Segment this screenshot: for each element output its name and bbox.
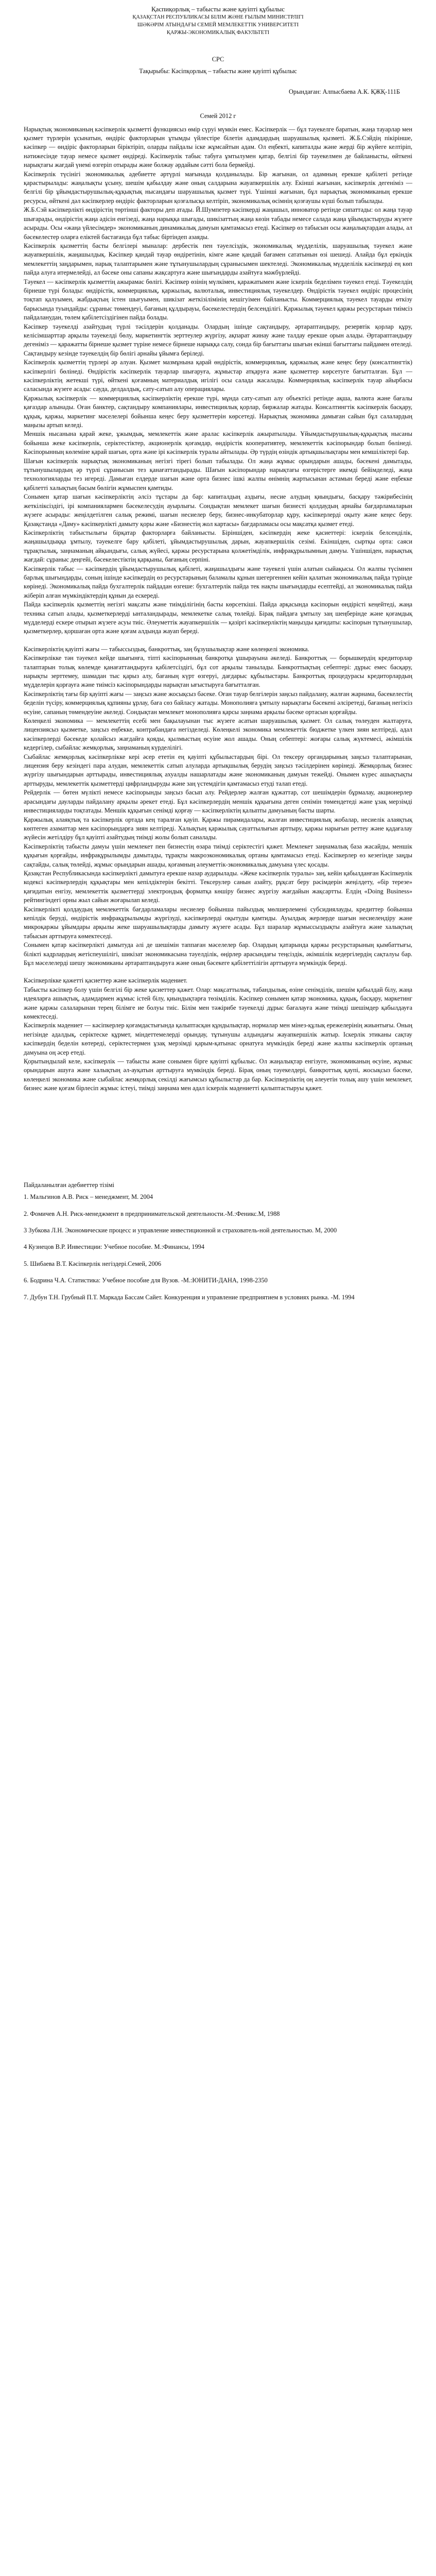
topic-line xyxy=(24,67,412,76)
body-paragraph: Кәсіпкерліктің табыстылығы бірқатар факторларға байланысты. Біріншіден, кәсіпкердің жеке қасиеттері: іскерлік белсенділік, жаңашылдыққа ұмтылу, тәуекелге бару қабілеті, ұйымдастырушылық дарын, жауапкершілік сезімі. Екіншіден, сыртқы орта: саяси тұрақтылық, заңнаманың айқындығы, салық жүйесі, қаржы ресурстарына қолжетімділік, инфрақұрылымның дамуы. Үшіншіден, нарықтық жағдай: сұраныс деңгейі, бәсекелестіктің қарқыны, бағаның серпіні. xyxy=(24,529,412,564)
university-line: ШӘКӘРІМ АТЫНДАҒЫ СЕМЕЙ МЕМЛЕКЕТТІК УНИВЕРСИТЕТІ xyxy=(137,22,299,28)
body-paragraph: Сыбайлас жемқорлық кәсіпкерлікке кері әсер ететін ең қауіпті құбылыстардың бірі. Ол тексеру органдарының заңсыз талаптарынан, лицензия беру кезіндегі пара алудан, мемлекеттік сатып алуларда артықшылық берудің заңсыз тәсілдерінен көрінеді. Жемқорлық бизнес жүргізу шығындарын арттырады, инвестициялық ахуалды нашарлатады және экономиканың дамуын тежейді. Онымен күрес ашықтықты арттыруды, мемлекеттік қызметтерді цифрландыруды және заң үстемдігін қамтамасыз етуді талап етеді. xyxy=(24,753,412,787)
body-paragraph: Сонымен қатар шағын кәсіпкерліктің әлсіз тұстары да бар: капиталдың аздығы, несие алудың қиындығы, басқару тәжірибесінің жеткіліксіздігі, ірі компаниялармен бәсекелесудің ауырлығы. Сондықтан мемлекет шағын бизнесті қолдаудың арнайы бағдарламаларын жүзеге асырады: жеңілдетілген салық режимі, шағын несиелер беру, бизнес-инкубаторлар құру, кәсіпкерлерді оқыту және кеңес беру. Қазақстанда «Даму» кәсіпкерлікті дамыту қоры және «Бизнестің жол картасы» бағдарламасы осы мақсатқа қызмет етеді. xyxy=(24,493,412,528)
body-paragraph: Меншік нысанына қарай жеке, ұжымдық, мемлекеттік және аралас кәсіпкерлік ажыратылады. Ұйымдастырушылық-құқықтық нысаны бойынша жеке кәсіпкерлік, серіктестіктер, акционерлік қоғамдар, өндірістік кооперативтер, мемлекеттік кәсіпорындар болып бөлінеді. Кәсіпорынның көлеміне қарай шағын, орта және ірі кәсіпкерлік туралы айтылады. Әр түрдің өзіндік артықшылықтары мен кемшіліктері бар. xyxy=(24,430,412,456)
body-paragraph: Қазақстан Республикасында кәсіпкерлікті дамытуға ерекше назар аударылады. «Жеке кәсіпкерлік туралы» заң, кейін қабылданған Кәсіпкерлік кодексі кәсіпкерлердің құқықтары мен кепілдіктерін бекітті. Тексерулер санын азайту, рұқсат беру рәсімдерін жеңілдету, «бір терезе» қағидатын енгізу, мемлекеттік қызметтерді электрондық форматқа көшіру бизнес жүргізу жағдайын жақсартты. Елдің «Doing Business» рейтингіндегі орны жыл сайын жоғарылап келеді. xyxy=(24,869,412,904)
reference-item: 6. Бодрина Ч.А. Статистика: Учебное пособие для Вузов. -М.:ЮНИТИ-ДАНА, 1998-2350 xyxy=(24,1277,268,1284)
body-paragraph: Кәсіпкерлік мәдениет — кәсіпкерлер қоғамдастығында қалыптасқан құндылықтар, нормалар мен мінез-құлық ережелерінің жиынтығы. Оның негізінде адалдық, серіктеске құрмет, міндеттемелерді орындау, тұтынушы алдындағы жауапкершілік жатыр. Іскерлік этиканы сақтау кәсіпкердің беделін көтереді, серіктестермен ұзақ мерзімді қарым-қатынас орнатуға мүмкіндік береді және жалпы кәсіпкерлік ортаның дамуына оң әсер етеді. xyxy=(24,1022,412,1056)
body-paragraph: Кәсіпкерліктің табысты дамуы үшін мемлекет пен бизнестің өзара тиімді серіктестігі қажет. Мемлекет заңнамалық база жасайды, меншік құқығын қорғайды, инфрақұрылымды дамытады, тұрақты макроэкономикалық ортаны қамтамасыз етеді. Кәсіпкерлер өз кезегінде заңды сақтайды, салық төлейді, жұмыс орындарын ашады, қоғамның әлеуметтік-экономикалық дамуына үлес қосады. xyxy=(24,842,412,868)
section-heading-paragraph: Кәсіпкерлікке қажетті қасиеттер және кәсіпкерлік мәдениет. xyxy=(24,977,187,985)
body-paragraph: Табысты кәсіпкер болу үшін белгілі бір жеке қасиеттер қажет. Олар: мақсаттылық, табандылық, өзіне сенімділік, шешім қабылдай білу, жаңа идеяларға ашықтық, адамдармен жұмыс істей білу, қиындықтарға төзімділік. Кәсіпкер сонымен қатар экономика, құқық, басқару, маркетинг және қаржы салаларынан терең білімге ие болуы тиіс. Білім мен тәжірибе тәуекелді дұрыс бағалауға және тиімді шешімдер қабылдауға көмектеседі. xyxy=(24,986,412,1021)
document-title: Қаспиқорлық – табысты және қауіпті құбылыс xyxy=(151,5,285,13)
body-paragraph: Кәсіпкерлік түсінігі экономикалық әдебиетте әртүрлі мағынада қолданылады. Бір жағынан, ол адамның ерекше қабілеті ретінде қарастырылады: жаңалықты ұсыну, шешім қабылдау және оның салдарына жауапкершілік алу. Екінші жағынан, кәсіпкерлік дегеніміз — белгілі бір ұйымдастырушылық-құқықтық нысандағы шаруашылық қызмет түрі. Үшінші жағынан, бұл нарықтық экономиканың ерекше ресурсы, өйткені дәл кәсіпкерлер өндіріс факторларын қозғалысқа келтіріп, экономикалық өсімнің қозғаушы күші болып табылады. xyxy=(24,170,412,205)
references-list xyxy=(24,1193,412,1302)
reference-item: 3 Зубкова Л.Н. Экономические процесс и управление инвестиционной и страхователь-ной деятельностью. М, 2000 xyxy=(24,1226,337,1234)
date-line: Семей 2012 г xyxy=(200,112,236,120)
reference-item: 5. Шибаева В.Т. Кәсіпкерлік негіздері.Семей, 2006 xyxy=(24,1260,162,1267)
body-paragraph: Пайда кәсіпкерлік қызметтің негізгі мақсаты және тиімділігінің басты көрсеткіші. Пайда арқасында кәсіпорын өндірісті кеңейтеді, жаңа техника сатып алады, қызметкерлерді ынталандырады, мемлекетке салық төлейді. Бірақ пайдаға ұмтылу заң шеңберінде және қоғамдық мүдделерді ескере отырып жүзеге асуы тиіс. Әлеуметтік жауапкершілік — қазіргі кәсіпкерліктің маңызды қағидаты: кәсіпорын тұтынушылар, қызметкерлер, қоршаған орта және қоғам алдында жауап береді. xyxy=(24,601,412,635)
body-paragraph: Кәсіпкерлікті қолдаудың мемлекеттік бағдарламалары несиелер бойынша пайыздық мөлшерлемені субсидиялауды, кредиттер бойынша кепілдік беруді, өндірістік инфрақұрылымды жүргізуді, кәсіпкерлерді оқытуды қамтиды. Ауылдық жерлерде шағын несиелендіру және микроқаржы ұйымдары арқылы жеке шаруашылықтарды дамыту жүзеге асады. Бұл шаралар жұмыссыздықты азайтуға және халықтың табысын арттыруға көмектеседі. xyxy=(24,905,412,940)
body-paragraph: Қаржылық кәсіпкерлік — коммерциялық кәсіпкерліктің ерекше түрі, мұнда сату-сатып алу объектісі ретінде ақша, валюта және бағалы қағаздар алынады. Оған банктер, сақтандыру компаниялары, инвестициялық қорлар, биржалар жатады. Консалтингтік кәсіпкерлік басқару, құқық, қаржы, маркетинг мәселелері бойынша кеңес беру қызметтерін көрсетеді. Нарықтық экономика дамыған сайын бұл салалардың маңызы артып келеді. xyxy=(24,394,412,429)
author-line: Орындаған: Алпысбаева А.К. ҚЖҚ-111Б xyxy=(288,88,400,95)
body-paragraph: Кәсіпкерліктің тағы бір қауіпті жағы — заңсыз және жосықсыз бәсеке. Оған тауар белгілерін заңсыз пайдалану, жалған жарнама, бәсекелестің беделін түсіру, коммерциялық құпияны ұрлау, баға сөз байласу жатады. Монополияға ұмтылу нарықтағы бәсекені әлсіретеді, бағаның негізсіз өсуіне, сапаның төмендеуіне әкеледі. Сондықтан мемлекет монополияға қарсы заңнама арқылы бәсеке ортасын қорғайды. xyxy=(24,690,412,716)
body-paragraph: Кәсіпкерлік қызметтің басты белгілері мыналар: дербестік пен тәуелсіздік, экономикалық мүдделілік, шаруашылық тәуекел және жауапкершілік, жаңашылдық. Кәсіпкер қандай тауар өндіретінін, кімге және қандай бағамен сататынын өзі шешеді. Алайда бұл еркіндік мемлекеттің заңдарымен, нарық талаптарымен және тұтынушылардың сұранысымен шектеледі. Экономикалық мүдделілік кәсіпкерді ең көп пайда алуға итермелейді, ал бәсеке оны сапаны жақсартуға және шығындарды азайтуға мәжбүрлейді. xyxy=(24,242,412,277)
body-paragraph: Рейдерлік — бөтен мүлікті немесе кәсіпорынды заңсыз басып алу. Рейдерлер жалған құжаттар, сот шешімдерін бұрмалау, акционерлер арасындағы дауларды пайдалану арқылы әрекет етеді. Бұл кәсіпкерлердің меншік құқығына деген сенімін төмендетеді және ұзақ мерзімді инвестицияларды тоқтатады. Меншік құқығын сенімді қорғау — кәсіпкерліктің қалыпты дамуының басты шарты. xyxy=(24,789,412,815)
body-paragraph: Сонымен қатар кәсіпкерлікті дамытуда әлі де шешімін таппаған мәселелер бар. Олардың қатарында қаржы ресурстарының қымбаттығы, білікті кадрлардың жетіспеушілігі, шикізат экономикасына тәуелділік, өңірлер арасындағы теңсіздік, әкімшілік кедергілердің сақталуы бар. Бұл мәселелерді шешу экономиканы әртараптандыруға және оның бәсекеге қабілеттілігін арттыруға мүмкіндік береді. xyxy=(24,941,412,967)
body-paragraph: Кәсіпкерлік қызметтің түрлері әр алуан. Қызмет мазмұнына қарай өндірістік, коммерциялық, қаржылық және кеңес беру (консалтингтік) кәсіпкерлігі бөлінеді. Өндірістік кәсіпкерлік тауарлар шығаруға, жұмыстар атқаруға және қызметтер көрсетуге бағытталған. Бұл — кәсіпкерліктің жетекші түрі, өйткені қоғамның материалдық игілігі осы салада жасалады. Коммерциялық кәсіпкерлік тауар айырбасы саласында жүзеге асады: сауда, делдалдық, сату-сатып алу операциялары. xyxy=(24,359,412,393)
body-paragraph: Ж.Б.Сэй кәсіпкерлікті өндірістің төртінші факторы деп атады. Й.Шумпетер кәсіпкерді жаңашыл, инноватор ретінде сипаттады: ол жаңа тауар шығарады, өндірістің жаңа әдісін енгізеді, жаңа нарыққа шығады, шикізаттың жаңа көзін табады немесе салада жаңа ұйымдастыруды жүзеге асырады. Осы «жаңа үйлесімдер» экономиканың динамикалық дамуын қамтамасыз етеді. Кәсіпкер өз табысын осы жаңалықтардан алады, ал бәсекелестер оларға еліктей бастағанда бұл табыс біртіндеп азаяды. xyxy=(24,206,412,241)
body-paragraph: Шағын кәсіпкерлік нарықтық экономиканың негізгі тірегі болып табылады. Ол жаңа жұмыс орындарын ашады, бәсекені дамытады, тұтынушылардың әр түрлі сұранысын тез қанағаттандырады. Шағын кәсіпорындар нарықтағы өзгерістерге икемді бейімделеді, жаңа технологияларды тез игереді. Дамыған елдерде шағын және орта бизнес ішкі жалпы өнімнің жартысынан астамын береді және еңбекке қабілетті халықтың басым бөлігін жұмыспен қамтиды. xyxy=(24,457,412,492)
document-body xyxy=(24,125,412,1093)
reference-item: 2. Фомичев А.Н. Риск-менеджмент в предпринимательской деятельности.-М.:Феникс.М, 1988 xyxy=(24,1210,280,1217)
section-heading-paragraph: Кәсіпкерліктің қауіпті жағы — табыссыздық, банкроттық, заң бұзушылықтар және көлеңкелі экономика. xyxy=(24,645,309,653)
body-paragraph: Қаржылық алаяқтық та кәсіпкерлік ортада кең таралған қауіп. Қаржы пирамидалары, жалған инвестициялық жобалар, несиелік алаяқтық көптеген азаматтар мен кәсіпорындарға зиян келтіреді. Халықтың қаржылық сауаттылығын арттыру, қаржы нарығын реттеу және қадағалау жүйесін жетілдіру бұл қауіпті азайтудың тиімді жолы болып саналады. xyxy=(24,816,412,841)
body-paragraph: Кәсіпкерлік табыс — кәсіпкердің ұйымдастырушылық қабілеті, жаңашылдығы және тәуекелі үшін алатын сыйақысы. Ол жалпы түсімнен барлық шығындарды, соның ішінде кәсіпкердің өз ресурстарының баламалы құнын шегергеннен кейін қалатын экономикалық пайда түрінде көрінеді. Экономикалық пайда бухгалтерлік пайдадан өзгеше: бухгалтерлік пайда тек нақты шығындарды есептейді, ал экономикалық пайда жіберіп алған мүмкіндіктердің құнын да ескереді. xyxy=(24,565,412,599)
body-paragraph: Нарықтық экономиканың кәсіпкерлік қызметті функциясыз өмір сүруі мүмкін емес. Кәсіпкерлік — бұл тәуекелге баратын, жаңа тауарлар мен қызмет түрлерін ұсынатын, өндіріс факторларын ұтымды үйлестіре білетін адамдардың шаруашылық қызметі. Ж.Б.Сэйдің пікірінше, кәсіпкер — өндіріс факторларын біріктіріп, оларды пайдалы іске жұмсайтын адам. Ол еңбекті, капиталды және жерді бір жүйеге келтіріп, нәтижесінде тауар немесе қызмет өндіреді. Кәсіпкерлік табыс табуға ұмтылумен қатар, белгілі бір тәуекелмен де байланысты, өйткені нарықтағы жағдай үнемі өзгеріп отырады және болжау әрдайым сәтті бола бермейді. xyxy=(24,125,412,169)
body-paragraph: Көлеңкелі экономика — мемлекеттің есебі мен бақылауынан тыс жүзеге асатын шаруашылық қызмет. Ол салық төлеуден жалтаруға, лицензиясыз қызметке, заңсыз еңбекке, контрабандаға негізделеді. Көлеңкелі экономика мемлекеттік бюджетке үлкен зиян келтіреді, адал кәсіпкерлерді бәсекеде қолайсыз жағдайға қояды, қылмыстың өсуіне жол ашады. Оның себептері: жоғары салық жүктемесі, әкімшілік кедергілер, сыбайлас жемқорлық, заңнаманың күрделілігі. xyxy=(24,717,412,752)
body-paragraph: Тәуекел — кәсіпкерлік қызметтің ажырамас бөлігі. Кәсіпкер өзінің мүлкімен, қаражатымен және іскерлік беделімен тәуекел етеді. Тәуекелдің бірнеше түрі болады: өндірістік, коммерциялық, қаржылық, валюталық, инвестициялық тәуекелдер. Өндірістік тәуекел өндіріс процесінің тоқтап қалуымен, жабдықтың істен шығуымен, шикізат жеткізілімінің кешігуімен байланысты. Коммерциялық тәуекел тауарды өткізу барысында туындайды: сұраныс төмендеуі, бағаның құлдырауы, бәсекелестердің белсенділігі. Қаржылық тәуекел қаржы ресурстарын тиімсіз пайдаланудан, төлем қабілетсіздігінен пайда болады. xyxy=(24,278,412,321)
body-paragraph: Кәсіпкерлікке тән тәуекел кейде шығынға, тіпті кәсіпорынның банкротқа ұшырауына әкеледі. Банкроттық — борышкердің кредиторлар талаптарын толық көлемде қанағаттандыруға қабілетсіздігі, бұл сот арқылы танылады. Банкроттықтың себептері: дұрыс емес басқару, нарықты зерттемеу, шамадан тыс қарыз алу, бағаның күрт өзгеруі, дағдарыс құбылыстары. Банкроттық процедурасы кредиторлардың мүдделерін қорғауға және тиімсіз кәсіпорындарды нарықтан ығыстыруға бағытталған. xyxy=(24,654,412,689)
body-paragraph: Қорытындылай келе, кәсіпкерлік — табысты және сонымен бірге қауіпті құбылыс. Ол жаңалықтар енгізуге, экономиканың өсуіне, жұмыс орындарын ашуға және халықтың әл-ауқатын арттыруға мүмкіндік береді. Бірақ оның тәуекелдері, банкроттық қаупі, жосықсыз бәсеке, көлеңкелі экономика және сыбайлас жемқорлық секілді жағымсыз құбылыстар да бар. Кәсіпкерліктің оң әлеуетін толық ашу үшін мемлекет, бизнес және қоғам бірлесіп жұмыс істеуі, тиімді заңнама мен адал іскерлік мәдениетті қалыптастыруы қажет. xyxy=(24,1058,412,1092)
ministry-line: ҚАЗАҚСТАН РЕСПУБЛИКАСЫ БІЛІМ ЖӘНЕ ҒЫЛЫМ МИНИСТРЛІГІ xyxy=(132,14,304,20)
faculty-line: ҚАРЖЫ-ЭКОНОМИКАЛЫҚ ФАКУЛЬТЕТІ xyxy=(166,30,270,36)
body-paragraph: Кәсіпкер тәуекелді азайтудың түрлі тәсілдерін қолданады. Олардың ішінде сақтандыру, әртараптандыру, резервтік қорлар құру, келісімшарттар арқылы тәуекелді бөлу, маркетингтік зерттеулер жүргізу, ақпарат жинау және талдау ерекше орын алады. Әртараптандыру дегеніміз — қаражатты бірнеше қызмет түріне немесе бірнеше нарыққа салу, сонда бір бағыттағы шығын екінші бағыттағы пайдамен өтеледі. Сақтандыру кезінде тәуекелдің бір бөлігі арнайы ұйымға беріледі. xyxy=(24,323,412,357)
reference-item: 1. Мальгинов А.В. Риск – менеджмент, М. 2004 xyxy=(24,1193,153,1201)
topic-label: Тақырыбы: xyxy=(139,67,170,75)
references-section xyxy=(24,1181,412,1302)
document-type: СРС xyxy=(212,56,224,63)
topic-value: Кәсіпқорлық – табысты және қауіпті құбылыс xyxy=(171,67,297,75)
document-header xyxy=(24,5,412,37)
reference-item: 4 Кузнецов В.Р. Инвестиции: Учебное пособие. М.:Финансы, 1994 xyxy=(24,1243,205,1251)
references-title: Пайдаланылған әдебиеттер тізімі xyxy=(24,1181,114,1189)
reference-item: 7. Дубун Т.Н. Грубный П.Т. Маркада Бассам Сайет. Конкуренция и управление предприятием в условиях рынка. -М. 1994 xyxy=(24,1293,355,1301)
